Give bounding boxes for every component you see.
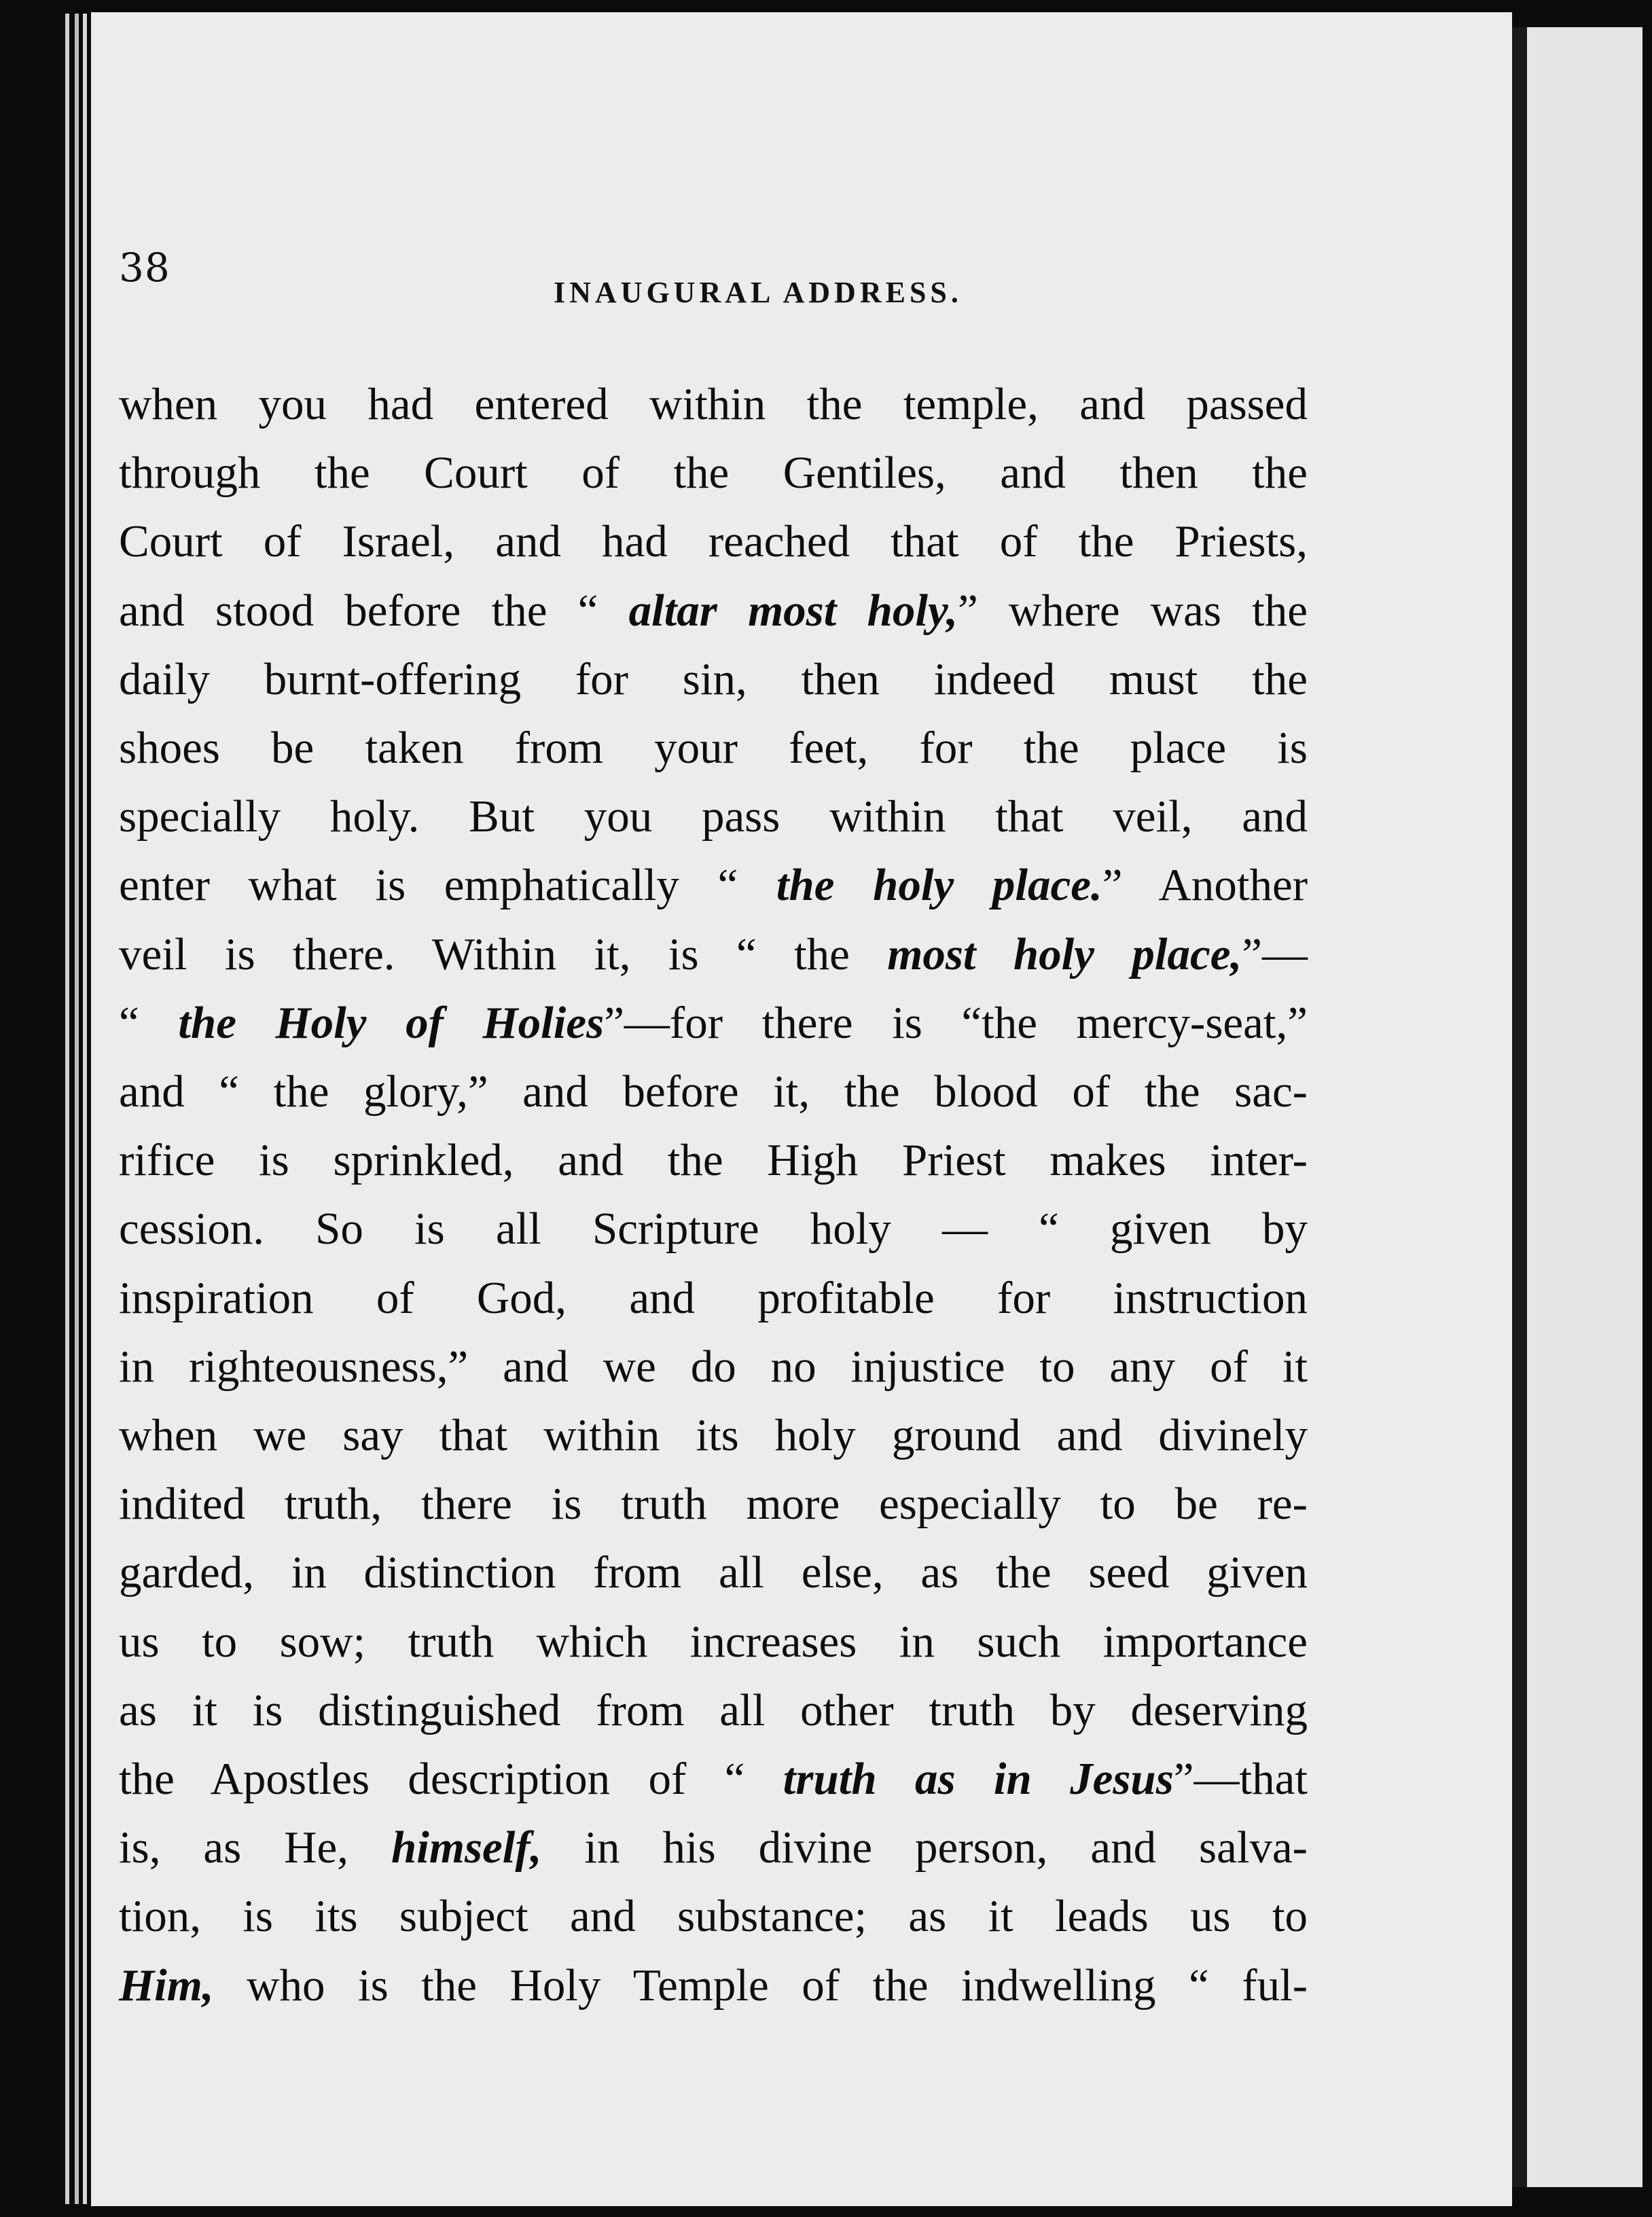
- text-line: [119, 507, 1308, 576]
- text-line: [119, 439, 1308, 507]
- text-line: [119, 1058, 1308, 1126]
- italic-phrase: altar most holy,: [628, 585, 958, 636]
- text-line: [119, 1264, 1308, 1333]
- text-line: [119, 577, 1308, 645]
- text-run: shoes be taken from your feet, for the place is: [119, 723, 1308, 774]
- text-line: [119, 1676, 1308, 1745]
- text-line: [119, 920, 1308, 989]
- text-line: [119, 1951, 1308, 2020]
- text-line: [119, 1814, 1308, 1882]
- text-run: ” where was the: [957, 585, 1308, 636]
- text-run: daily burnt-offering for sin, then indeed must the: [119, 653, 1308, 704]
- text-line: [119, 370, 1308, 439]
- text-line: [119, 645, 1308, 714]
- text-run: and stood before the “: [119, 585, 629, 636]
- text-line: [119, 989, 1308, 1058]
- text-run: Court of Israel, and had reached that of the Priests,: [119, 516, 1308, 567]
- text-run: tion, is its subject and substance; as it leads us to: [119, 1891, 1308, 1942]
- text-run: inspiration of God, and profitable for instruction: [119, 1272, 1308, 1323]
- text-line: [119, 782, 1308, 851]
- text-line: [119, 1608, 1308, 1676]
- text-run: when we say that within its holy ground and divinely: [119, 1410, 1308, 1461]
- text-line: [119, 1333, 1308, 1401]
- text-line: [119, 1470, 1308, 1538]
- text-line: [119, 1401, 1308, 1470]
- page-edge: [83, 14, 87, 2204]
- page-edge: [75, 14, 79, 2204]
- text-run: and “ the glory,” and before it, the blood of the sac-: [119, 1066, 1308, 1117]
- text-run: when you had entered within the temple, and passed: [119, 379, 1308, 429]
- italic-phrase: most holy place,: [887, 929, 1242, 979]
- text-run: rifice is sprinkled, and the High Priest makes inter-: [119, 1135, 1308, 1186]
- text-line: [119, 1126, 1308, 1195]
- text-run: veil is there. Within it, is “ the: [119, 929, 888, 979]
- book-gutter: [1512, 27, 1527, 2187]
- text-line: [119, 714, 1308, 782]
- text-run: cession. So is all Scripture holy — “ given by: [119, 1204, 1308, 1255]
- italic-phrase: the holy place.: [776, 860, 1102, 911]
- italic-phrase: the Holy of Holies: [178, 997, 605, 1048]
- text-run: garded, in distinction from all else, as the seed given: [119, 1547, 1308, 1598]
- text-run: in his divine person, and salva-: [541, 1822, 1308, 1873]
- text-line: [119, 1882, 1308, 1951]
- text-run: through the Court of the Gentiles, and then the: [119, 448, 1308, 499]
- italic-phrase: himself,: [391, 1822, 542, 1873]
- text-line: [119, 1538, 1308, 1607]
- text-run: ”—for there is “the mercy-seat,”: [604, 997, 1308, 1048]
- text-run: who is the Holy Temple of the indwelling “ ful-: [213, 1960, 1308, 2011]
- text-run: us to sow; truth which increases in such importance: [119, 1616, 1308, 1667]
- text-run: “: [119, 997, 179, 1048]
- running-title: INAUGURAL ADDRESS.: [554, 276, 963, 309]
- text-line: [119, 1745, 1308, 1814]
- text-run: specially holy. But you pass within that veil, and: [119, 791, 1308, 842]
- italic-phrase: truth as in Jesus: [783, 1754, 1174, 1805]
- text-run: enter what is emphatically “: [119, 860, 776, 911]
- text-run: indited truth, there is truth more especially to be re-: [119, 1479, 1308, 1530]
- page-number: 38: [119, 245, 170, 291]
- text-run: ” Another: [1102, 860, 1308, 911]
- text-run: ”—that: [1173, 1754, 1308, 1805]
- text-run: the Apostles description of “: [119, 1754, 783, 1805]
- text-run: ”—: [1242, 929, 1308, 979]
- body-text: [119, 370, 1308, 2020]
- text-line: [119, 1195, 1308, 1263]
- text-run: as it is distinguished from all other truth by deserving: [119, 1684, 1308, 1735]
- text-run: in righteousness,” and we do no injustice to any of it: [119, 1341, 1308, 1392]
- italic-phrase: Him,: [119, 1960, 214, 2011]
- page-edge: [65, 14, 69, 2204]
- text-line: [119, 851, 1308, 920]
- facing-page-edge: [1527, 27, 1642, 2187]
- text-run: is, as He,: [119, 1822, 391, 1873]
